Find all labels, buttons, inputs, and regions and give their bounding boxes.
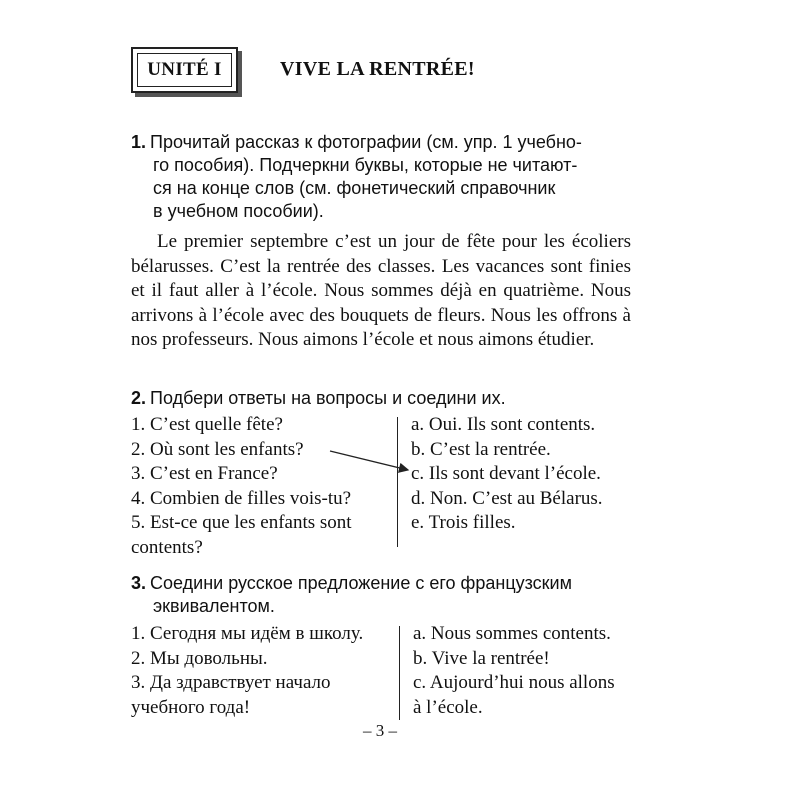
answer-item: d. Non. C’est au Bélarus. — [411, 487, 603, 509]
russian-sentence-item: учебного года! — [131, 696, 251, 718]
answer-item: c. Ils sont devant l’école. — [411, 463, 601, 484]
exercise-1-line-3: ся на конце слов (см. фонетический справочник — [153, 178, 556, 198]
exercise-1-number: 1. — [131, 132, 147, 152]
exercise-3-number: 3. — [131, 573, 147, 593]
question-item: 3. C’est en France? — [131, 463, 278, 484]
answer-item: e. Trois filles. — [411, 512, 516, 533]
russian-sentence-item: 3. Да здравствует начало — [131, 672, 331, 693]
page-number: – 3 – — [363, 721, 397, 740]
exercise-1-line-1: Прочитай рассказ к фотографии (см. упр. 1 учебно- — [150, 132, 582, 152]
exercise-2-text: Подбери ответы на вопросы и соедини их. — [150, 388, 506, 408]
exercise-3-instruction — [131, 572, 631, 618]
russian-sentence-item: 2. Мы довольны. — [131, 647, 268, 669]
unit-label: UNITÉ I — [137, 53, 232, 87]
exercise-1-line-4: в учебном пособии). — [153, 201, 324, 221]
exercise-1-line-2: го пособия). Подчеркни буквы, которые не читают- — [153, 155, 578, 175]
question-item: 1. C’est quelle fête? — [131, 414, 283, 435]
exercise-2-number: 2. — [131, 388, 147, 408]
match-arrow-line — [330, 451, 408, 470]
column-divider — [399, 626, 400, 720]
question-item: 5. Est-ce que les enfants sont — [131, 512, 352, 533]
answer-item: b. C’est la rentrée. — [411, 438, 551, 460]
question-item: contents? — [131, 536, 203, 558]
question-item: 4. Combien de filles vois-tu? — [131, 487, 352, 509]
french-sentence-item: b. Vive la rentrée! — [413, 647, 550, 669]
french-sentence-item: c. Aujourd’hui nous allons — [413, 672, 615, 693]
french-sentences-list — [413, 622, 615, 720]
reading-paragraph: Le premier septembre c’est un jour de fête pour les écoliers bélarusses. C’est la rentrée des classes. Les vacances sont finies et il faut aller à l’école. Nous sommes déjà en quatrième. Nous arrivons à l’école avec des bouquets de fleurs. Nous les offrons à nos professeurs. Nous aimons l’école et nous aimons étudier. — [131, 231, 631, 350]
answer-item: a. Oui. Ils sont contents. — [411, 414, 596, 435]
russian-sentence-item: 1. Сегодня мы идём в школу. — [131, 623, 364, 644]
exercise-3-line-1: Соедини русское предложение с его французским — [150, 573, 572, 593]
french-sentence-item: à l’école. — [413, 696, 483, 718]
unit-title: VIVE LA RENTRÉE! — [280, 58, 475, 80]
question-item: 2. Où sont les enfants? — [131, 438, 304, 460]
russian-sentences-list — [131, 622, 363, 720]
exercise-3-line-2: эквивалентом. — [153, 596, 275, 616]
french-sentence-item: a. Nous sommes contents. — [413, 623, 611, 644]
